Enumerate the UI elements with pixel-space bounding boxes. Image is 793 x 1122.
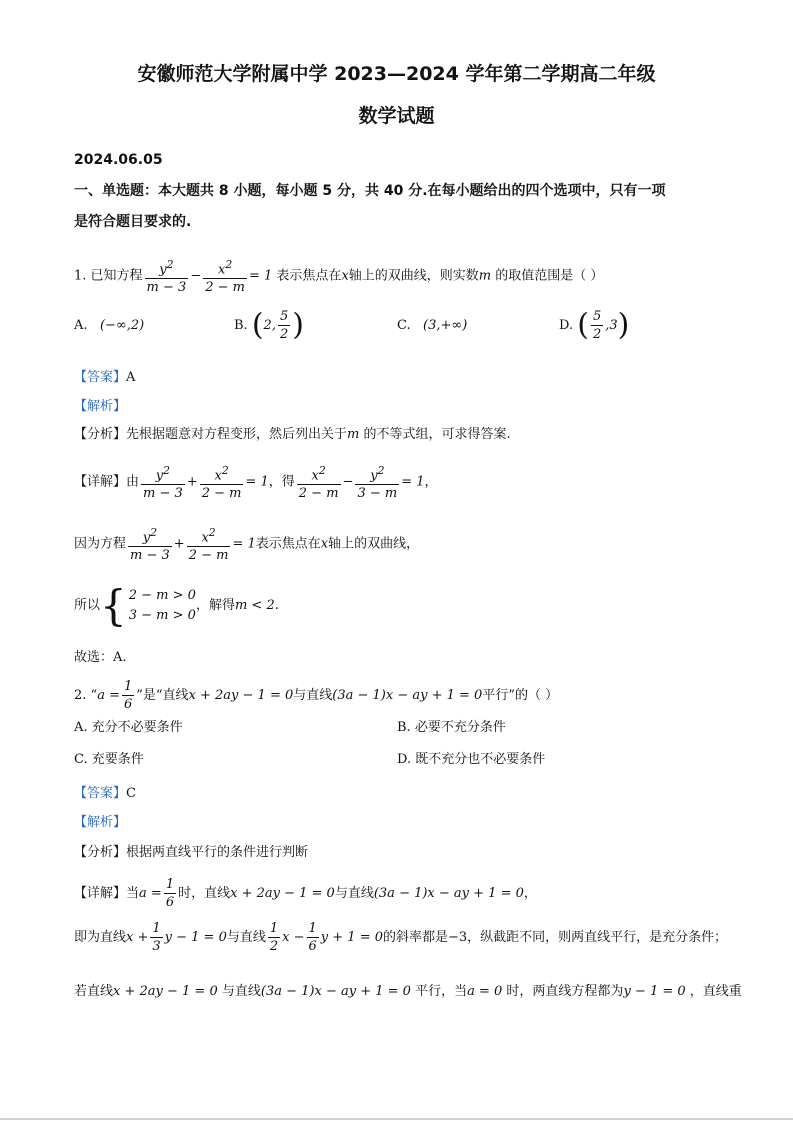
q1-suffix: 的取值范围是（ ） — [495, 268, 604, 284]
q2-option-a: A. 充分不必要条件 — [74, 720, 183, 735]
q1-option-d: D. ( $\frac{5}{2}$ ,3) — [559, 307, 630, 343]
q1-option-c: C. (3,+∞) — [397, 318, 468, 333]
q1-option-c-value: (3,+∞) — [423, 318, 468, 333]
q1-middle2: 轴上的双曲线，则实数 — [348, 268, 479, 284]
q2-equivalent: 即为直线x + $\frac{1}{3}$ y − 1 = 0与直线 $\frac{1}{2}$ x − $\frac{1}{6}$ y + 1 = 0的斜率都是−3，纵截距不同，则两直线平行，是充分条件； — [74, 921, 728, 954]
q1-option-a-value: (−∞,2) — [99, 318, 145, 333]
section-heading-cont: 是符合题目要求的. — [74, 214, 192, 230]
q1-fenxi: 【分析】先根据题意对方程变形，然后列出关于m 的不等式组，可求得答案. — [74, 427, 511, 442]
q1-var-x: x — [341, 268, 349, 284]
exam-title: 安徽师范大学附属中学 2023—2024 学年第二学期高二年级 — [137, 63, 656, 85]
q1-option-b: B. (2, $\frac{5}{2}$ ) — [234, 307, 304, 343]
q2-option-d: D. 既不充分也不必要条件 — [397, 752, 546, 767]
q1-choice: 故选：A. — [74, 650, 127, 665]
q1-var-m: m — [478, 268, 492, 284]
q1-system: 所以{ 2 − m > 0 3 − m > 0 ，解得m < 2. — [74, 580, 279, 630]
q1-detail: 【详解】由 $\frac{y^2}{m - 3}$ + $\frac{x^2}{2 - m}$ = 1，得 $\frac{x^2}{2 - m}$ − $\frac{y^2}{3 - m}$ = 1， — [74, 464, 438, 502]
q1-middle: 表示焦点在 — [276, 268, 342, 284]
q2-analysis-tag: 【解析】 — [74, 815, 127, 830]
q1-answer: 【答案】A — [74, 370, 136, 385]
q2-fenxi: 【分析】根据两直线平行的条件进行判断 — [74, 845, 309, 860]
section-heading: 一、单选题：本大题共 8 小题，每小题 5 分，共 40 分.在每小题给出的四个选项中，只有一项 — [74, 183, 666, 199]
q1-because: 因为方程 $\frac{y^2}{m - 3}$ + $\frac{x^2}{2 - m}$ = 1表示焦点在x轴上的双曲线， — [74, 526, 420, 564]
q1-analysis-tag: 【解析】 — [74, 399, 127, 414]
q1-option-a: A. (−∞,2) — [74, 318, 145, 333]
q2-converse: 若直线x + 2ay − 1 = 0 与直线(3a − 1)x − ay + 1 = 0 平行，当a = 0 时，两直线方程都为y − 1 = 0 ，直线重 — [74, 984, 742, 999]
page-bottom-rule — [0, 1118, 793, 1120]
question-2: 2. “a = $\frac{1}{6}$ ”是“直线x + 2ay − 1 = 0与直线(3a − 1)x − ay + 1 = 0平行”的（ ） — [74, 679, 559, 712]
q1-prefix: 1. 已知方程 — [74, 268, 143, 284]
exam-date: 2024.06.05 — [74, 152, 163, 168]
exam-subtitle: 数学试题 — [358, 105, 435, 127]
q2-option-c: C. 充要条件 — [74, 752, 144, 767]
q2-option-b: B. 必要不充分条件 — [397, 720, 506, 735]
q2-answer: 【答案】C — [74, 786, 136, 801]
question-1: 1. 已知方程 $\frac{y^2}{m - 3}$ − $\frac{x^2}{2 - m}$ = 1 表示焦点在x轴上的双曲线，则实数m 的取值范围是（ ） — [74, 258, 604, 296]
q2-detail: 【详解】当a = $\frac{1}{6}$ 时，直线x + 2ay − 1 = 0与直线(3a − 1)x − ay + 1 = 0， — [74, 877, 537, 910]
